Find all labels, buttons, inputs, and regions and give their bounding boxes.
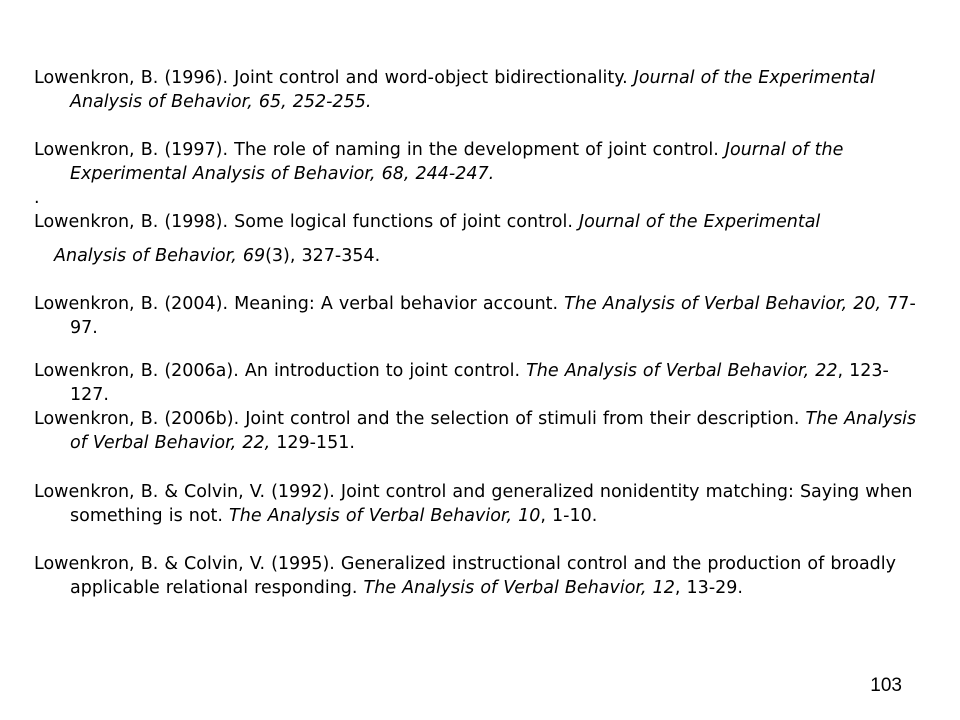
reference-text: Lowenkron, B. (2006b). Joint control and the selection of stimuli from their description. xyxy=(34,409,806,429)
reference-lowenkron-2006b xyxy=(34,407,924,455)
reference-suffix: , 1-10. xyxy=(540,506,598,526)
reference-lowenkron-colvin-1995 xyxy=(34,552,924,600)
journal-title: Journal of the Experimental Analysis of Behavior, 65, 252-255. xyxy=(70,68,876,112)
journal-title: The Analysis of Verbal Behavior, 22, xyxy=(70,409,917,453)
reference-text: Lowenkron, B. (2004). Meaning: A verbal behavior account. xyxy=(34,294,565,314)
reference-text: Lowenkron, B. (1996). Joint control and word-object bidirectionality. xyxy=(34,68,634,88)
reference-text: Lowenkron, B. (2006a). An introduction to joint control. xyxy=(34,361,527,381)
journal-title: The Analysis of Verbal Behavior, 12 xyxy=(363,578,675,598)
reference-text: Lowenkron, B. (1998). Some logical functions of joint control. xyxy=(34,212,579,232)
journal-title-continued: Analysis of Behavior, 69 xyxy=(54,246,266,266)
reference-lowenkron-1997 xyxy=(34,138,924,186)
reference-suffix: , 123-127. xyxy=(70,361,889,405)
journal-title: The Analysis of Verbal Behavior, 20, xyxy=(564,294,882,314)
reference-lowenkron-colvin-1992 xyxy=(34,480,924,528)
reference-suffix: 129-151. xyxy=(270,433,355,453)
reference-suffix: , 13-29. xyxy=(674,578,743,598)
journal-title: The Analysis of Verbal Behavior, 10 xyxy=(229,506,541,526)
reference-lowenkron-1996 xyxy=(34,66,924,114)
reference-lowenkron-1998 xyxy=(34,210,924,268)
reference-text: Lowenkron, B. (1997). The role of naming in the development of joint control. xyxy=(34,140,725,160)
reference-suffix: 77-97. xyxy=(70,294,916,338)
journal-title: Journal of the Experimental xyxy=(578,212,821,232)
reference-continuation xyxy=(34,244,924,268)
reference-text: Lowenkron, B. & Colvin, V. (1995). Generalized instructional control and the production of broadly applicable relational responding. xyxy=(34,554,897,598)
journal-title: The Analysis of Verbal Behavior, 22 xyxy=(526,361,838,381)
separator-dot: . xyxy=(34,188,40,208)
reference-suffix: (3), 327-354. xyxy=(265,246,381,266)
reference-lowenkron-2004 xyxy=(34,292,924,340)
page-number: 103 xyxy=(870,675,902,696)
reference-text: Lowenkron, B. & Colvin, V. (1992). Joint control and generalized nonidentity matching: Saying when something is not. xyxy=(34,482,913,526)
reference-lowenkron-2006a xyxy=(34,359,924,407)
journal-title: Journal of the Experimental Analysis of Behavior, 68, 244-247. xyxy=(70,140,844,184)
